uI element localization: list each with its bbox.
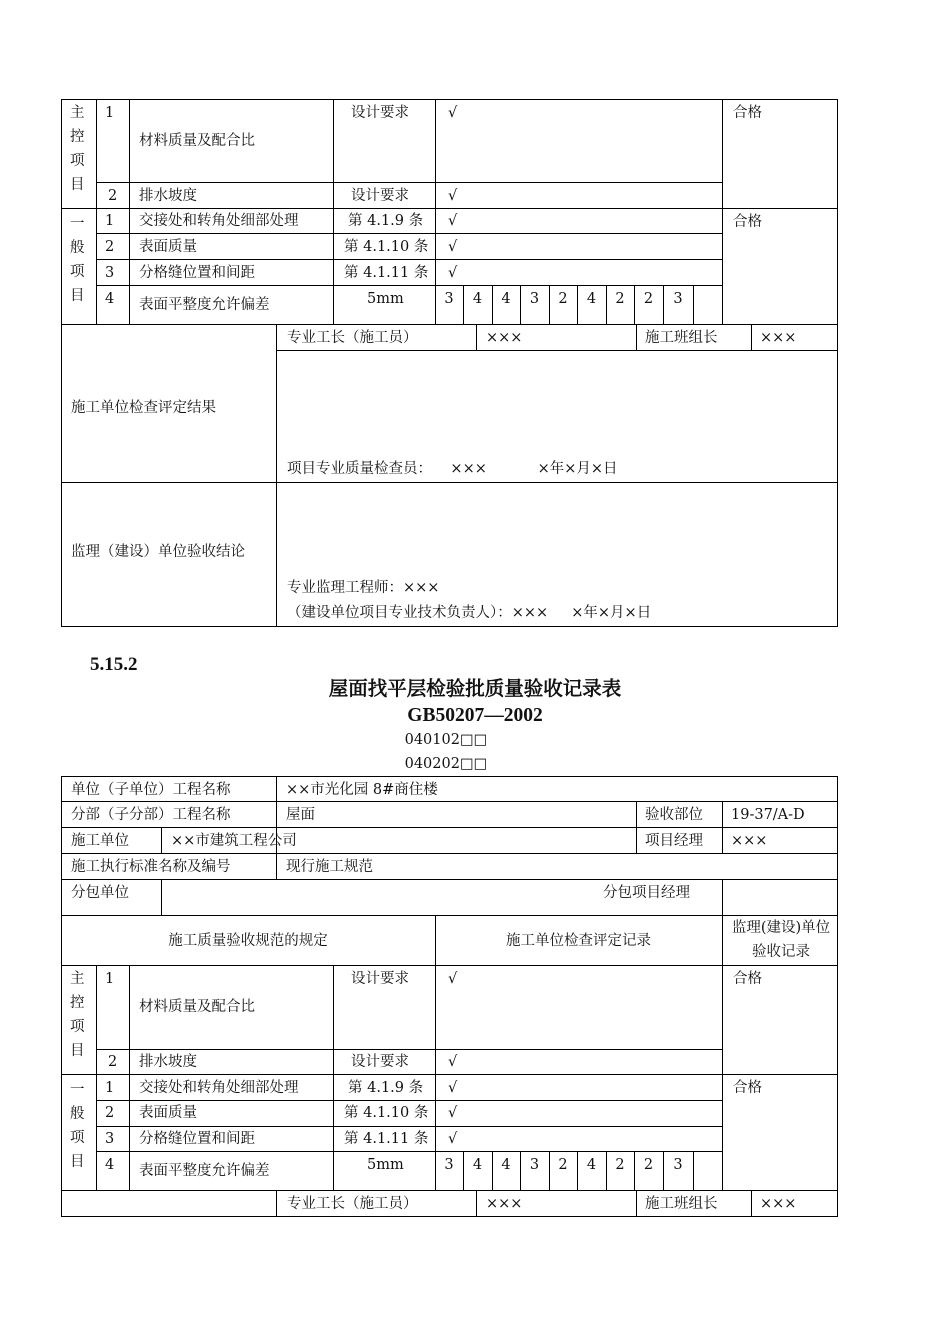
subdivision-value: 屋面 [286,807,315,823]
inspection-part-label: 验收部位 [645,807,703,823]
deviation-value: 3 [529,291,540,307]
standard-code: GB50207—2002 [407,705,543,726]
spec-requirements-header: 施工质量验收规范的规定 [168,933,328,949]
item-name: 分格缝位置和间距 [139,265,255,281]
check-mark: √ [448,239,458,255]
inspection-part-value: 19-37/A-D [731,807,805,823]
check-mark: √ [448,265,458,281]
deviation-value: 2 [558,1157,568,1173]
supervisor-conclusion-label: 监理（建设）单位验收结论 [71,544,245,560]
owner-rep-line: （建设单位项目专业技术负责人）：××× ×年×月×日 [287,605,652,621]
item-standard: 第 4.1.9 条 [348,213,424,229]
item-no: 1 [105,1080,115,1096]
item-no: 2 [105,239,115,255]
contractor-record-header: 施工单位检查评定记录 [506,933,651,949]
deviation-value: 4 [586,1157,597,1173]
item-no: 4 [105,291,115,307]
item-name: 材料质量及配合比 [139,999,255,1015]
item-name: 表面平整度允许偏差 [139,1163,270,1179]
deviation-value: 3 [529,1157,540,1173]
section-number: 5.15.2 [90,654,138,675]
form-code: 040202□□ [404,756,488,772]
deviation-value: 3 [444,1157,454,1173]
item-no: 2 [108,188,118,204]
item-standard: 第 4.1.11 条 [344,265,429,281]
team-leader-value: ××× [760,330,797,346]
foreman-value: ××× [486,330,523,346]
item-standard: 5mm [367,1157,404,1173]
subcontractor-label: 分包单位 [71,885,129,901]
deviation-value: 4 [501,291,511,307]
item-no: 1 [105,213,115,229]
main-result: 合格 [733,971,762,987]
contractor-result-label: 施工单位检查评定结果 [71,400,216,416]
item-standard: 设计要求 [351,971,409,987]
item-standard: 第 4.1.9 条 [348,1080,424,1096]
main-result: 合格 [733,105,762,121]
standard-name-value: 现行施工规范 [286,859,373,875]
check-mark: √ [448,1080,458,1096]
project-manager-label: 项目经理 [645,833,703,849]
deviation-value: 3 [673,1157,683,1173]
supervisor-engineer-line: 专业监理工程师：××× [287,580,440,596]
general-items-group-label: 一般项目 [70,216,85,304]
item-standard: 第 4.1.10 条 [344,1105,429,1121]
foreman-label: 专业工长（施工员） [287,1196,418,1212]
check-mark: √ [448,1054,458,1070]
check-mark: √ [448,188,458,204]
deviation-value: 4 [586,291,597,307]
contractor-value: ××市建筑工程公司 [171,833,297,849]
quality-inspector-line: 项目专业质量检查员： ××× ×年×月×日 [287,461,618,477]
main-items-group-label: 主控项目 [70,105,85,193]
deviation-value: 3 [673,291,683,307]
item-standard: 第 4.1.10 条 [344,239,429,255]
form-title: 屋面找平层检验批质量验收记录表 [328,679,622,700]
item-no: 1 [105,105,115,121]
item-standard: 第 4.1.11 条 [344,1131,429,1147]
general-result: 合格 [733,1080,762,1096]
item-name: 交接处和转角处细部处理 [139,1080,299,1096]
item-name: 表面质量 [139,239,197,255]
item-name: 表面平整度允许偏差 [139,297,270,313]
item-name: 排水坡度 [139,188,197,204]
subdivision-label: 分部（子分部）工程名称 [71,807,231,823]
subcontract-pm-label: 分包项目经理 [603,885,690,901]
item-name: 交接处和转角处细部处理 [139,213,299,229]
check-mark: √ [448,1105,458,1121]
deviation-value: 2 [643,291,654,307]
item-no: 3 [105,1131,115,1147]
check-mark: √ [448,1131,458,1147]
project-manager-value: ××× [731,833,768,849]
general-items-group-label: 一般项目 [70,1082,85,1170]
item-standard: 5mm [367,291,404,307]
project-name-label: 单位（子单位）工程名称 [71,782,231,798]
item-standard: 设计要求 [351,105,409,121]
deviation-value: 4 [472,291,483,307]
deviation-value: 3 [444,291,454,307]
item-standard: 设计要求 [351,1054,409,1070]
standard-name-label: 施工执行标准名称及编号 [71,859,231,875]
team-leader-label: 施工班组长 [645,1196,718,1212]
team-leader-label: 施工班组长 [645,330,718,346]
item-no: 3 [105,265,115,281]
item-name: 表面质量 [139,1105,197,1121]
deviation-value: 2 [615,1157,625,1173]
item-name: 分格缝位置和间距 [139,1131,255,1147]
check-mark: √ [448,213,458,229]
item-no: 1 [105,971,115,987]
item-standard: 设计要求 [351,188,409,204]
item-no: 4 [105,1157,115,1173]
contractor-label: 施工单位 [71,833,129,849]
team-leader-value: ××× [760,1196,797,1212]
deviation-value: 2 [643,1157,654,1173]
item-name: 材料质量及配合比 [139,133,255,149]
deviation-value: 4 [501,1157,511,1173]
form-code: 040102□□ [404,732,488,748]
project-name-value: ××市光化园 8#商住楼 [286,782,438,798]
item-name: 排水坡度 [139,1054,197,1070]
item-no: 2 [108,1054,118,1070]
check-mark: √ [448,971,458,987]
deviation-value: 2 [615,291,625,307]
check-mark: √ [448,105,458,121]
item-no: 2 [105,1105,115,1121]
deviation-value: 2 [558,291,568,307]
foreman-value: ××× [486,1196,523,1212]
deviation-value: 4 [472,1157,483,1173]
supervisor-record-header: 监理(建设)单位验收记录 [731,920,831,960]
foreman-label: 专业工长（施工员） [287,330,418,346]
general-result: 合格 [733,214,762,230]
main-items-group-label: 主控项目 [70,971,85,1059]
